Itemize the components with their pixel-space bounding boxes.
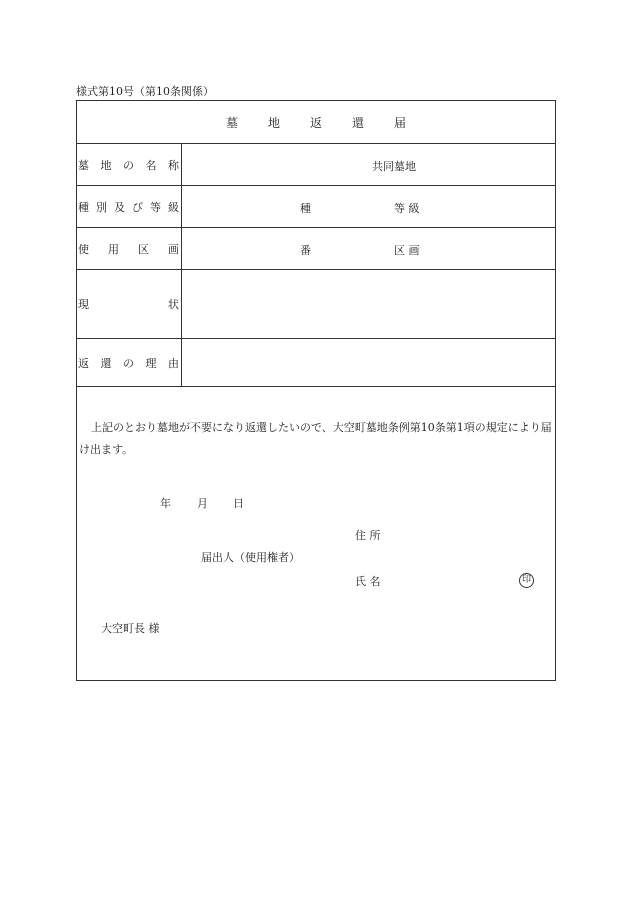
applicant-role: 届出人（使用権者） — [201, 551, 300, 564]
date-month[interactable]: 月 — [197, 497, 208, 510]
declaration-statement: 上記のとおり墓地が不要になり返還したいので、大空町墓地条例第10条第1項の規定により届け出ます。 — [79, 421, 552, 456]
row-cemetery-name — [77, 144, 555, 186]
current-status-field[interactable] — [182, 270, 555, 338]
row-return-reason — [77, 339, 555, 387]
row-usage-section — [77, 228, 555, 270]
grade-label: 等 級 — [394, 202, 420, 215]
declaration-area — [77, 387, 555, 682]
form-title-row — [77, 101, 555, 144]
grave-return-form — [76, 100, 556, 681]
cemetery-name-field[interactable] — [182, 144, 555, 185]
return-reason-field[interactable] — [182, 339, 555, 386]
name-label[interactable]: 氏 名 — [355, 575, 381, 588]
label-cemetery-name: 墓 地 の 名 称 — [78, 158, 179, 172]
row-type-grade — [77, 186, 555, 228]
label-usage-section: 使 用 区 画 — [78, 242, 179, 256]
usage-section-field[interactable] — [182, 228, 555, 269]
date-day[interactable]: 日 — [233, 497, 244, 510]
type-grade-field[interactable] — [182, 186, 555, 227]
label-return-reason: 返 還 の 理 由 — [78, 356, 179, 370]
address-label[interactable]: 住 所 — [355, 529, 381, 542]
form-title: 墓 地 返 還 届 — [225, 115, 407, 130]
form-number-caption: 様式第10号（第10条関係） — [76, 85, 214, 98]
addressee: 大空町長 様 — [101, 622, 160, 635]
label-current-status: 現 状 — [78, 298, 179, 311]
section-label: 区 画 — [394, 244, 420, 257]
date-year[interactable]: 年 — [160, 497, 171, 510]
seal-icon: 印 — [519, 573, 534, 588]
cemetery-name-value: 共同墓地 — [372, 160, 416, 173]
number-label: 番 — [300, 244, 311, 257]
row-current-status — [77, 270, 555, 339]
kind-label: 種 — [300, 202, 311, 215]
label-type-grade: 種 別 及 び 等 級 — [78, 200, 179, 214]
